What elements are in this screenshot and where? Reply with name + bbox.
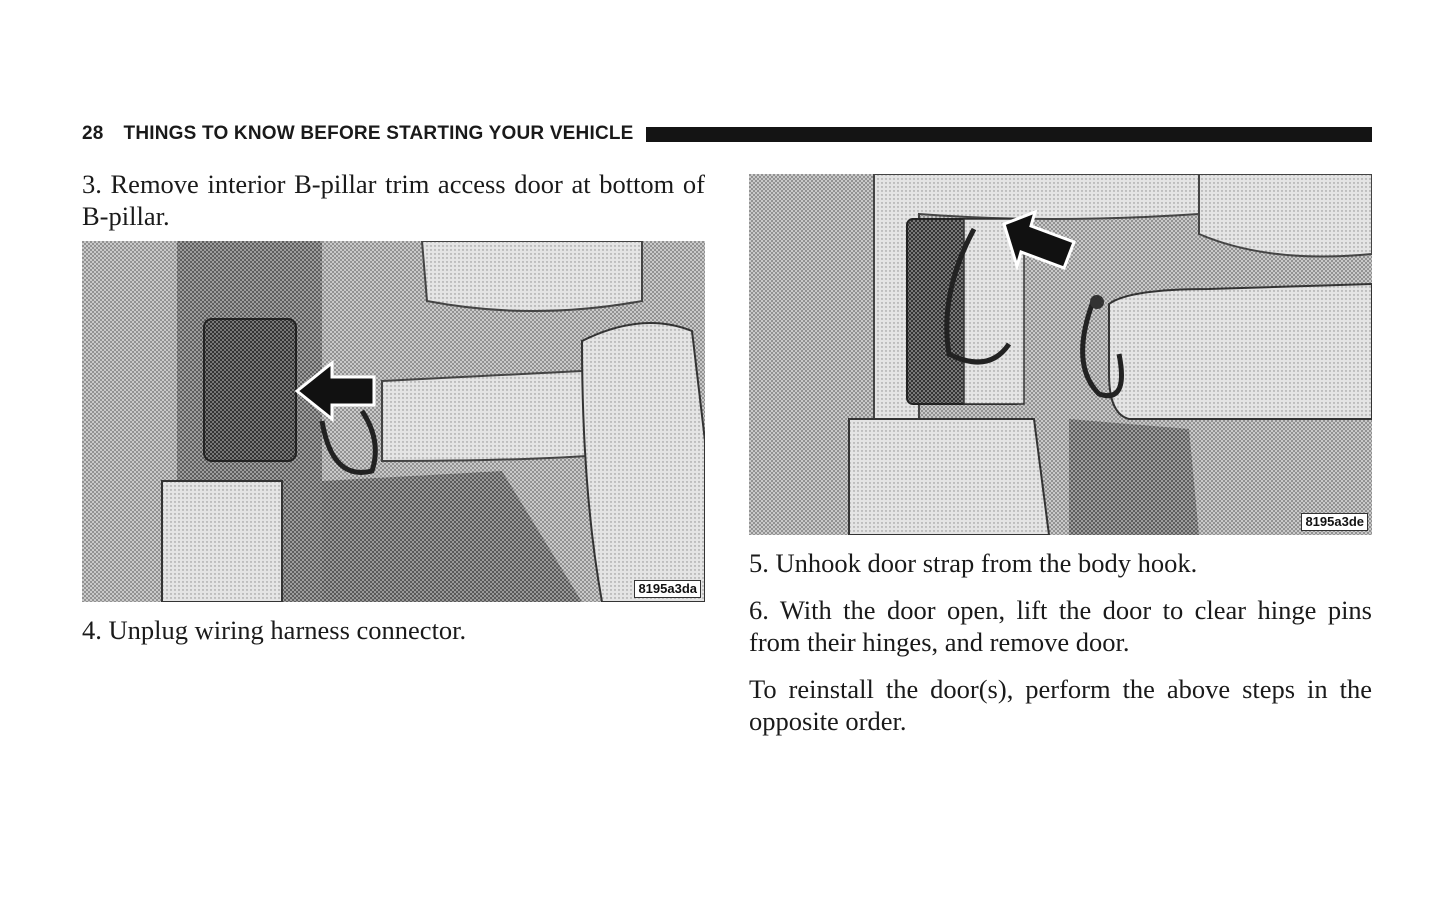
page-header	[82, 122, 1372, 146]
reinstall-note: To reinstall the door(s), perform the above steps in the opposite order.	[749, 674, 1372, 736]
header-rule	[646, 127, 1372, 142]
figure-door-strap-hook	[749, 174, 1372, 535]
figure-1-code: 8195a3da	[634, 580, 701, 598]
figure-2-illustration	[749, 174, 1372, 535]
figure-1-illustration	[82, 241, 705, 602]
step-5-text: 5. Unhook door strap from the body hook.	[749, 548, 1198, 578]
page-number: 28	[82, 123, 104, 144]
step-3-text: 3. Remove interior B-pillar trim access door at bottom of B-pillar.	[82, 169, 705, 231]
running-title: THINGS TO KNOW BEFORE STARTING YOUR VEHICLE	[123, 123, 634, 144]
step-6-text: 6. With the door open, lift the door to clear hinge pins from their hinges, and remove door.	[749, 595, 1372, 657]
figure-b-pillar-access-door	[82, 241, 705, 602]
step-4-text: 4. Unplug wiring harness connector.	[82, 615, 467, 645]
figure-2-code: 8195a3de	[1301, 513, 1368, 531]
